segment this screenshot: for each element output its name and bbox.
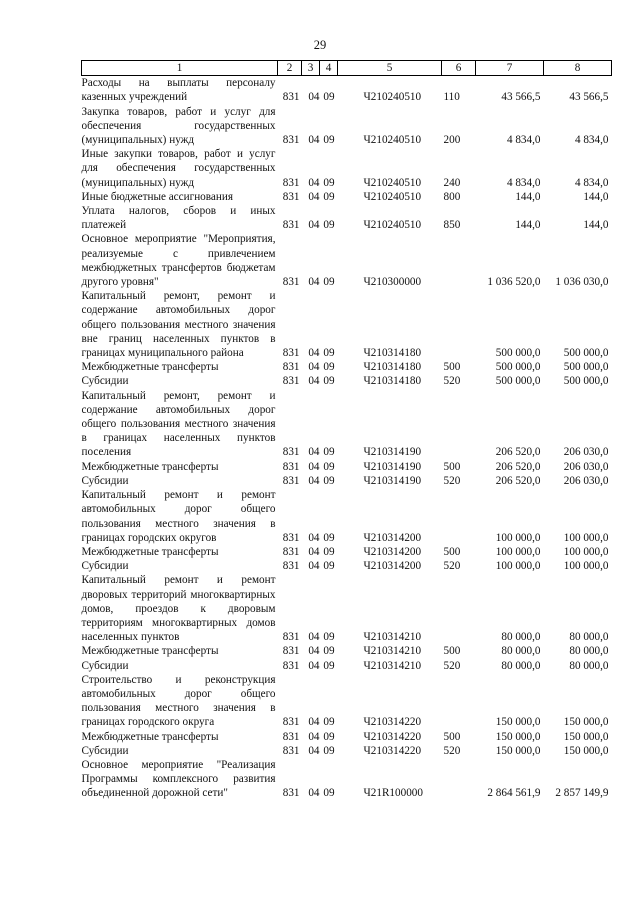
- row-sum-year2: 100 000,0: [563, 560, 609, 573]
- row-target-code: Ч210314210: [363, 631, 422, 644]
- row-sum-year2: 80 000,0: [569, 631, 609, 644]
- row-subsection: 09: [323, 347, 335, 360]
- row-target-code: Ч210314210: [363, 659, 422, 672]
- row-admin-code: 831: [282, 134, 300, 147]
- row-admin-code: 831: [282, 375, 300, 388]
- row-admin-code: 831: [282, 219, 300, 232]
- row-sum-year1: 206 520,0: [495, 460, 541, 473]
- row-expense-type: 500: [443, 645, 461, 658]
- row-target-code: Ч210314220: [363, 730, 422, 743]
- row-expense-type: 520: [443, 560, 461, 573]
- row-section: 04: [308, 531, 320, 544]
- row-subsection: 09: [323, 744, 335, 757]
- row-sum-year1: 150 000,0: [495, 744, 541, 757]
- row-section: 04: [308, 730, 320, 743]
- table-row: [82, 360, 612, 374]
- row-target-code: Ч210314190: [363, 474, 422, 487]
- table-row: [82, 758, 612, 801]
- row-target-code: Ч210314200: [363, 545, 422, 558]
- row-target-code: Ч210240510: [363, 219, 422, 232]
- row-name: Иные бюджетные ассигнования: [81, 190, 233, 203]
- row-name: Субсидии: [81, 560, 129, 573]
- row-expense-type: 500: [443, 460, 461, 473]
- table-row: [82, 147, 612, 190]
- row-section: 04: [308, 134, 320, 147]
- table-row: [82, 289, 612, 360]
- row-subsection: 09: [323, 730, 335, 743]
- column-header-8: 8: [544, 61, 612, 76]
- page-number: 29: [313, 38, 327, 52]
- row-section: 04: [308, 545, 320, 558]
- row-admin-code: 831: [282, 787, 300, 800]
- table-row: [82, 460, 612, 474]
- row-subsection: 09: [323, 659, 335, 672]
- row-sum-year2: 206 030,0: [563, 474, 609, 487]
- column-header-4: 4: [320, 61, 338, 76]
- row-name: Субсидии: [81, 659, 129, 672]
- row-name: Межбюджетные трансферты: [81, 545, 219, 558]
- row-name: Закупка товаров, работ и услуг для обеспечения государственных (муниципальных) нужд: [81, 105, 276, 147]
- row-admin-code: 831: [282, 460, 300, 473]
- table-row: [82, 389, 612, 460]
- table-header-row: [82, 61, 612, 76]
- row-sum-year2: 2 857 149,9: [555, 787, 609, 800]
- row-name: Субсидии: [81, 474, 129, 487]
- row-sum-year1: 80 000,0: [501, 645, 541, 658]
- row-sum-year2: 43 566,5: [569, 91, 609, 104]
- row-sum-year2: 150 000,0: [563, 744, 609, 757]
- row-target-code: Ч210240510: [363, 176, 422, 189]
- row-name: Капитальный ремонт и ремонт автомобильных дорог общего пользования местного значения в границах городских округов: [81, 489, 276, 544]
- row-subsection: 09: [323, 631, 335, 644]
- row-subsection: 09: [323, 219, 335, 232]
- row-subsection: 09: [323, 645, 335, 658]
- row-target-code: Ч210314180: [363, 375, 422, 388]
- row-sum-year1: 100 000,0: [495, 560, 541, 573]
- row-section: 04: [308, 219, 320, 232]
- table-row: [82, 644, 612, 658]
- row-expense-type: 520: [443, 659, 461, 672]
- row-section: 04: [308, 631, 320, 644]
- row-sum-year1: 1 036 520,0: [487, 276, 541, 289]
- row-sum-year1: 4 834,0: [506, 134, 541, 147]
- row-subsection: 09: [323, 91, 335, 104]
- row-target-code: Ч210314200: [363, 560, 422, 573]
- row-subsection: 09: [323, 361, 335, 374]
- row-sum-year2: 1 036 030,0: [555, 276, 609, 289]
- row-expense-type: [442, 488, 476, 545]
- row-target-code: Ч210314190: [363, 460, 422, 473]
- row-admin-code: 831: [282, 545, 300, 558]
- row-expense-type: 520: [443, 375, 461, 388]
- column-header-3: 3: [302, 61, 320, 76]
- row-sum-year1: 500 000,0: [495, 347, 541, 360]
- row-expense-type: 520: [443, 474, 461, 487]
- row-admin-code: 831: [282, 474, 300, 487]
- row-sum-year2: 150 000,0: [563, 730, 609, 743]
- row-sum-year1: 4 834,0: [506, 176, 541, 189]
- table-row: [82, 374, 612, 388]
- row-expense-type: 240: [443, 176, 461, 189]
- table-row: [82, 559, 612, 573]
- table-row: [82, 190, 612, 204]
- row-sum-year2: 206 030,0: [563, 446, 609, 459]
- row-name: Расходы на выплаты персоналу казенных учреждений: [81, 77, 276, 104]
- column-header-7: 7: [476, 61, 544, 76]
- row-expense-type: [442, 289, 476, 360]
- row-sum-year2: 100 000,0: [563, 531, 609, 544]
- row-section: 04: [308, 190, 320, 203]
- row-admin-code: 831: [282, 91, 300, 104]
- budget-table: [81, 60, 612, 801]
- row-expense-type: 850: [443, 219, 461, 232]
- row-expense-type: 520: [443, 744, 461, 757]
- row-target-code: Ч210314210: [363, 645, 422, 658]
- row-subsection: 09: [323, 787, 335, 800]
- row-name: Межбюджетные трансферты: [81, 645, 219, 658]
- row-sum-year2: 144,0: [583, 219, 609, 232]
- row-subsection: 09: [323, 716, 335, 729]
- row-sum-year1: 144,0: [515, 190, 541, 203]
- row-section: 04: [308, 787, 320, 800]
- row-subsection: 09: [323, 474, 335, 487]
- row-target-code: Ч210314180: [363, 361, 422, 374]
- row-target-code: Ч210314180: [363, 347, 422, 360]
- row-admin-code: 831: [282, 361, 300, 374]
- row-section: 04: [308, 347, 320, 360]
- row-name: Капитальный ремонт, ремонт и содержание автомобильных дорог общего пользования местного значения в границах населенных пунктов поселения: [81, 389, 276, 459]
- row-name: Строительство и реконструкция автомобильных дорог общего пользования местного значения в границах городского округа: [81, 673, 276, 729]
- row-sum-year1: 150 000,0: [495, 730, 541, 743]
- row-admin-code: 831: [282, 631, 300, 644]
- row-expense-type: [442, 232, 476, 289]
- row-sum-year1: 100 000,0: [495, 531, 541, 544]
- row-section: 04: [308, 645, 320, 658]
- row-target-code: Ч210314220: [363, 716, 422, 729]
- row-subsection: 09: [323, 375, 335, 388]
- column-header-1: 1: [82, 61, 278, 76]
- row-sum-year1: 206 520,0: [495, 474, 541, 487]
- row-subsection: 09: [323, 531, 335, 544]
- row-sum-year1: 2 864 561,9: [487, 787, 541, 800]
- row-expense-type: [442, 758, 476, 801]
- row-section: 04: [308, 560, 320, 573]
- row-name: Субсидии: [81, 375, 129, 388]
- table-row: [82, 545, 612, 559]
- row-sum-year1: 43 566,5: [501, 91, 541, 104]
- row-name: Межбюджетные трансферты: [81, 730, 219, 743]
- column-header-2: 2: [278, 61, 302, 76]
- row-sum-year2: 500 000,0: [563, 375, 609, 388]
- row-sum-year1: 80 000,0: [501, 631, 541, 644]
- row-sum-year1: 206 520,0: [495, 446, 541, 459]
- row-name: Межбюджетные трансферты: [81, 361, 219, 374]
- table-body: [82, 76, 612, 801]
- row-sum-year1: 144,0: [515, 219, 541, 232]
- row-name: Межбюджетные трансферты: [81, 460, 219, 473]
- row-admin-code: 831: [282, 645, 300, 658]
- row-expense-type: [442, 573, 476, 644]
- row-target-code: Ч210314200: [363, 531, 422, 544]
- row-section: 04: [308, 474, 320, 487]
- row-section: 04: [308, 361, 320, 374]
- row-name: Основное мероприятие "Мероприятия, реализуемые с привлечением межбюджетных трансфертов бюджетам другого уровня": [81, 233, 276, 289]
- row-expense-type: 500: [443, 361, 461, 374]
- row-target-code: Ч210300000: [363, 276, 422, 289]
- row-target-code: Ч210314190: [363, 446, 422, 459]
- row-admin-code: 831: [282, 190, 300, 203]
- row-sum-year2: 500 000,0: [563, 347, 609, 360]
- row-subsection: 09: [323, 134, 335, 147]
- row-sum-year2: 500 000,0: [563, 361, 609, 374]
- row-admin-code: 831: [282, 176, 300, 189]
- row-name: Капитальный ремонт и ремонт дворовых территорий многоквартирных домов, проездов к дворовым территориям многоквартирных домов населенных пунктов: [81, 574, 276, 644]
- row-name: Уплата налогов, сборов и иных платежей: [81, 205, 276, 232]
- row-name: Основное мероприятие "Реализация Программы комплексного развития объединенной дорожной сети": [81, 758, 276, 800]
- row-admin-code: 831: [282, 659, 300, 672]
- row-section: 04: [308, 460, 320, 473]
- row-subsection: 09: [323, 560, 335, 573]
- row-section: 04: [308, 659, 320, 672]
- table-row: [82, 204, 612, 232]
- row-expense-type: 110: [443, 91, 460, 104]
- row-target-code: Ч210240510: [363, 91, 422, 104]
- row-section: 04: [308, 276, 320, 289]
- row-target-code: Ч21R100000: [363, 787, 423, 800]
- row-admin-code: 831: [282, 347, 300, 360]
- row-sum-year1: 150 000,0: [495, 716, 541, 729]
- table-row: [82, 474, 612, 488]
- row-sum-year1: 100 000,0: [495, 545, 541, 558]
- row-admin-code: 831: [282, 716, 300, 729]
- row-name: Субсидии: [81, 744, 129, 757]
- row-admin-code: 831: [282, 276, 300, 289]
- column-header-6: 6: [442, 61, 476, 76]
- row-subsection: 09: [323, 446, 335, 459]
- table-row: [82, 744, 612, 758]
- table-row: [82, 659, 612, 673]
- row-expense-type: [442, 673, 476, 730]
- row-sum-year2: 144,0: [583, 190, 609, 203]
- row-subsection: 09: [323, 276, 335, 289]
- row-subsection: 09: [323, 460, 335, 473]
- row-section: 04: [308, 375, 320, 388]
- row-subsection: 09: [323, 176, 335, 189]
- row-name: Капитальный ремонт, ремонт и содержание автомобильных дорог общего пользования местного значения вне границ населенных пунктов в границах муниципального района: [81, 290, 276, 360]
- row-sum-year1: 500 000,0: [495, 375, 541, 388]
- row-target-code: Ч210240510: [363, 134, 422, 147]
- table-row: [82, 232, 612, 289]
- table-row: [82, 76, 612, 105]
- row-sum-year2: 150 000,0: [563, 716, 609, 729]
- row-expense-type: 500: [443, 730, 461, 743]
- row-subsection: 09: [323, 545, 335, 558]
- row-section: 04: [308, 744, 320, 757]
- row-admin-code: 831: [282, 730, 300, 743]
- row-sum-year1: 500 000,0: [495, 361, 541, 374]
- row-subsection: 09: [323, 190, 335, 203]
- row-sum-year2: 80 000,0: [569, 659, 609, 672]
- table-row: [82, 105, 612, 148]
- row-section: 04: [308, 176, 320, 189]
- row-target-code: Ч210314220: [363, 744, 422, 757]
- row-sum-year2: 4 834,0: [574, 134, 609, 147]
- row-section: 04: [308, 91, 320, 104]
- table-row: [82, 673, 612, 730]
- row-expense-type: 200: [443, 134, 461, 147]
- row-section: 04: [308, 446, 320, 459]
- column-header-5: 5: [338, 61, 442, 76]
- row-sum-year2: 4 834,0: [574, 176, 609, 189]
- row-section: 04: [308, 716, 320, 729]
- row-target-code: Ч210240510: [363, 190, 422, 203]
- row-admin-code: 831: [282, 744, 300, 757]
- row-admin-code: 831: [282, 560, 300, 573]
- row-admin-code: 831: [282, 446, 300, 459]
- table-row: [82, 730, 612, 744]
- row-name: Иные закупки товаров, работ и услуг для обеспечения государственных (муниципальных) нужд: [81, 148, 276, 189]
- row-expense-type: 800: [443, 190, 461, 203]
- row-sum-year2: 100 000,0: [563, 545, 609, 558]
- row-sum-year2: 206 030,0: [563, 460, 609, 473]
- row-admin-code: 831: [282, 531, 300, 544]
- row-sum-year1: 80 000,0: [501, 659, 541, 672]
- row-expense-type: 500: [443, 545, 461, 558]
- table-row: [82, 573, 612, 644]
- row-expense-type: [442, 389, 476, 460]
- row-sum-year2: 80 000,0: [569, 645, 609, 658]
- table-row: [82, 488, 612, 545]
